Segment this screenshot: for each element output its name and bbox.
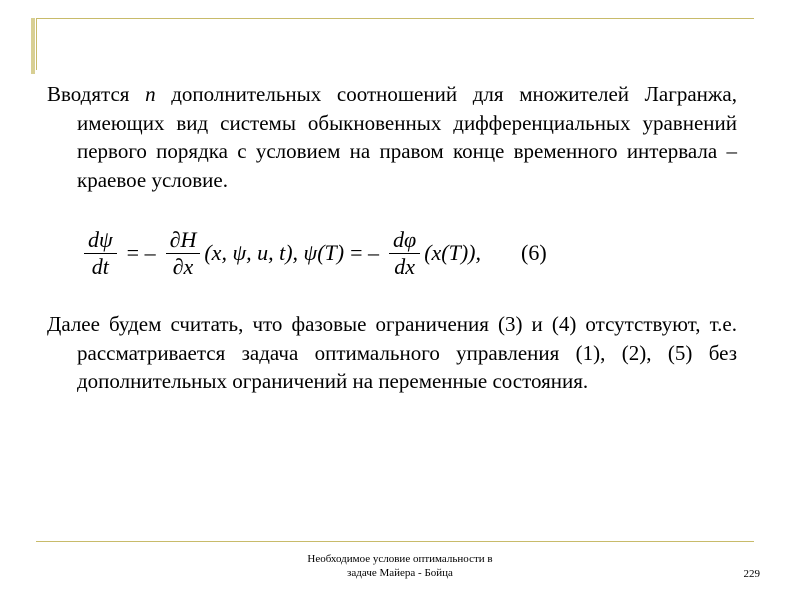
page-number: 229 — [743, 568, 760, 580]
para1-after: дополнительных соотношений для множителей Лагранжа, имеющих вид системы обыкновенных дифференциальных уравнений первого порядка с условием на правом конце временного интервала – краевое условие. — [77, 82, 737, 192]
footer-title-line2: задаче Майера - Бойца — [347, 567, 453, 579]
fraction-dH-dx — [166, 227, 201, 280]
frac1-numerator: dψ — [88, 226, 113, 252]
corner-mark — [31, 18, 35, 74]
para1-before: Вводятся — [47, 82, 146, 106]
fraction-dphi-dx — [389, 227, 420, 280]
paragraph-constraints: Далее будем считать, что фазовые ограничения (3) и (4) отсутствуют, т.е. рассматривается задача оптимального управления (1), (2), (5) без дополнительных ограничений на переменные состояния. — [47, 312, 737, 393]
para1-var-n: n — [145, 82, 156, 106]
frac3-denominator: dx — [394, 253, 415, 279]
frac2-denominator: ∂x — [172, 253, 194, 279]
equals-minus-1: = – — [126, 240, 156, 265]
footer-title — [250, 552, 550, 580]
equation-args2: (x(T)), — [424, 240, 482, 265]
equation-6 — [80, 218, 680, 288]
equation-args: (x, ψ, u, t), ψ(T) — [204, 240, 345, 265]
footer-title-line1: Необходимое условие оптимальности в — [307, 553, 493, 565]
frame-left-line — [36, 18, 37, 70]
footer-line — [36, 541, 754, 542]
frac3-numerator: dφ — [393, 226, 417, 252]
equals-minus-2: = – — [350, 240, 380, 265]
equation-number: (6) — [521, 240, 547, 265]
frac1-denominator: dt — [91, 253, 109, 279]
frac2-numerator: ∂H — [169, 226, 197, 252]
frame-top-line — [36, 18, 754, 19]
fraction-dpsi-dt — [84, 227, 117, 280]
paragraph-lagrange — [47, 80, 737, 194]
